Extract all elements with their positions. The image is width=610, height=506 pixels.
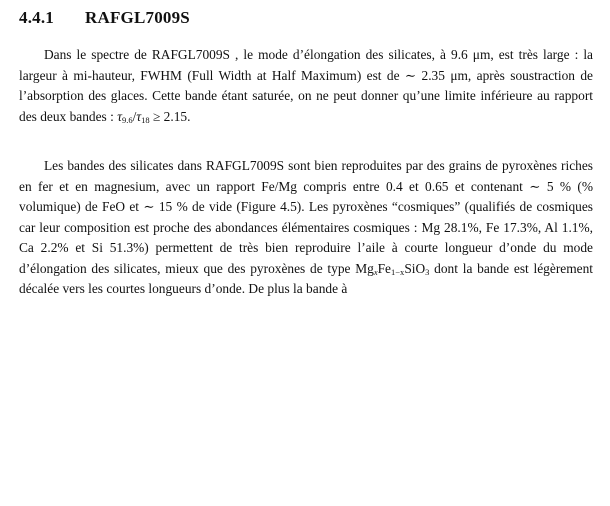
formula-subscript-x: x (373, 266, 378, 277)
paragraph1-text-end: ≥ 2.15. (149, 108, 191, 124)
section-title: RAFGL7009S (85, 8, 190, 27)
formula-subscript-1-minus-x: 1−x (391, 266, 405, 277)
paragraph2-text-end: dont la bande est légèrement décalée vers les courtes longueurs d’onde. De plus la bande à (19, 260, 593, 296)
formula-sio: SiO (404, 260, 426, 276)
tau-symbol-1: τ (117, 108, 122, 124)
section-number: 4.4.1 (19, 8, 54, 27)
tau-symbol-2: τ (136, 108, 142, 124)
section-heading (19, 8, 593, 28)
tau-subscript-9-6: 9.6 (121, 114, 133, 125)
tau-subscript-18: 18 (141, 114, 150, 125)
ratio-slash: / (132, 108, 137, 124)
paragraph2-text: Les bandes des silicates dans RAFGL7009S sont bien reproduites par des grains de pyroxènes riches en fer et en magnesium, avec un rapport Fe/Mg compris entre 0.4 et 0.65 et contenant ∼ 5 % (% volumique) de FeO et ∼ 15 % de vide (Figure 4.5). Les pyroxènes “cosmiques” (qualifiés de cosmiques car leur composition est proche des abondances élémentaires cosmiques : Mg 28.1%, Fe 17.3%, Al 1.1%, Ca 2.2% et Si 51.3%) permettent de très bien reproduire l’aile à courte longueur d’onde du mode d’élongation des silicates, mieux que des pyroxènes de type Mg (19, 158, 593, 276)
formula-fe: Fe (377, 260, 392, 276)
paragraph-silicate-band (19, 45, 593, 127)
document-page (19, 8, 593, 300)
formula-subscript-3: 3 (425, 266, 430, 277)
paragraph1-text: Dans le spectre de RAFGL7009S , le mode d’élongation des silicates, à 9.6 μm, est très large : la largeur à mi-hauteur, FWHM (Full Width at Half Maximum) est de ∼ 2.35 μm, après soustraction de l’absorption des glaces. Cette bande étant saturée, on ne peut donner qu’une limite inférieure au rapport des deux bandes : (19, 47, 593, 124)
paragraph-pyroxene-grains (19, 156, 593, 300)
